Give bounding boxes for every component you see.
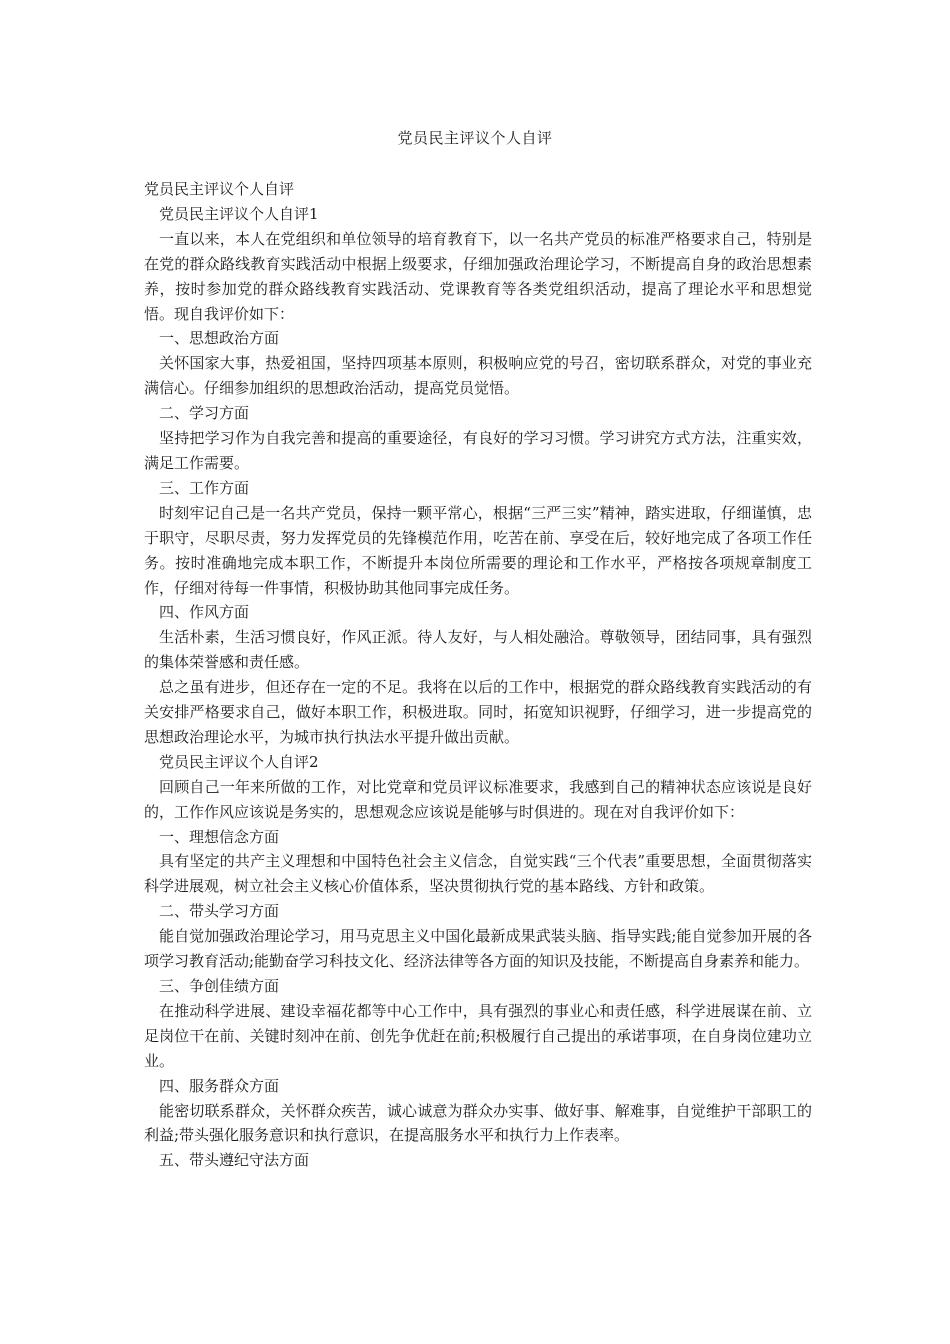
paragraph: 一、思想政治方面 (159, 329, 280, 348)
paragraph: 关怀国家大事，热爱祖国，坚持四项基本原则，积极响应党的号召，密切联系群众，对党的事业充满信心。仔细参加组织的思想政治活动，提高党员觉悟。 (144, 354, 812, 398)
paragraph: 一、理想信念方面 (159, 827, 280, 846)
paragraph: 坚持把学习作为自我完善和提高的重要途径，有良好的学习习惯。学习讲究方式方法，注重实效，满足工作需要。 (144, 429, 812, 472)
paragraph: 一直以来，本人在党组织和单位领导的培育教育下，以一名共产党员的标准严格要求自己，特别是在党的群众路线教育实践活动中根据上级要求，仔细加强政治理论学习，不断提高自身的政治思想素养，按时参加党的群众路线教育实践活动、党课教育等各类党组织活动，提高了理论水平和思想觉悟。现自我评价如下： (144, 229, 812, 323)
document-title: 党员民主评议个人自评 (397, 129, 553, 147)
paragraph: 时刻牢记自己是一名共产党员，保持一颗平常心，根据“三严三实”精神，踏实进取，仔细谨慎，忠于职守，尽职尽责，努力发挥党员的先锋模范作用，吃苦在前、享受在后，较好地完成了各项工作任务。按时准确地完成本职工作，不断提升本岗位所需要的理论和工作水平，严格按各项规章制度工作，仔细对待每一件事情，积极协助其他同事完成任务。 (144, 503, 812, 597)
document-body (144, 177, 812, 1173)
paragraph: 能自觉加强政治理论学习，用马克思主义中国化最新成果武装头脑、指导实践;能自觉参加开展的各项学习教育活动;能勤奋学习科技文化、经济法律等各方面的知识及技能，不断提高自身素养和能力。 (144, 927, 812, 971)
paragraph: 党员民主评议个人自评 (144, 180, 295, 198)
paragraph: 回顾自己一年来所做的工作，对比党章和党员评议标准要求，我感到自己的精神状态应该说是良好的，工作作风应该说是务实的，思想观念应该说是能够与时俱进的。现在对自我评价如下： (144, 777, 812, 821)
paragraph: 四、服务群众方面 (159, 1076, 280, 1095)
paragraph: 具有坚定的共产主义理想和中国特色社会主义信念，自觉实践“三个代表”重要思想，全面贯彻落实科学进展观，树立社会主义核心价值体系，坚决贯彻执行党的基本路线、方针和政策。 (144, 852, 812, 896)
paragraph: 三、工作方面 (159, 478, 250, 497)
paragraph: 能密切联系群众，关怀群众疾苦，诚心诚意为群众办实事、做好事、解难事，自觉维护干部职工的利益;带头强化服务意识和执行意识，在提高服务水平和执行力上作表率。 (144, 1101, 812, 1145)
paragraph: 生活朴素，生活习惯良好，作风正派。待人友好，与人相处融洽。尊敬领导，团结同事，具有强烈的集体荣誉感和责任感。 (144, 628, 812, 672)
paragraph: 三、争创佳绩方面 (159, 977, 280, 995)
paragraph: 四、作风方面 (159, 603, 250, 622)
paragraph: 五、带头遵纪守法方面 (159, 1151, 310, 1170)
paragraph: 党员民主评议个人自评1 (159, 204, 319, 223)
paragraph: 在推动科学进展、建设幸福花都等中心工作中，具有强烈的事业心和责任感，科学进展谋在前、立足岗位干在前、关键时刻冲在前、创先争优赶在前;积极履行自己提出的承诺事项，在自身岗位建功立业。 (144, 1001, 812, 1070)
paragraph: 总之虽有进步，但还存在一定的不足。我将在以后的工作中，根据党的群众路线教育实践活动的有关安排严格要求自己，做好本职工作，积极进取。同时，拓宽知识视野，仔细学习，进一步提高党的思想政治理论水平，为城市执行执法水平提升做出贡献。 (144, 678, 812, 746)
paragraph: 二、学习方面 (159, 404, 250, 423)
paragraph: 二、带头学习方面 (159, 902, 280, 921)
paragraph: 党员民主评议个人自评2 (159, 752, 319, 771)
